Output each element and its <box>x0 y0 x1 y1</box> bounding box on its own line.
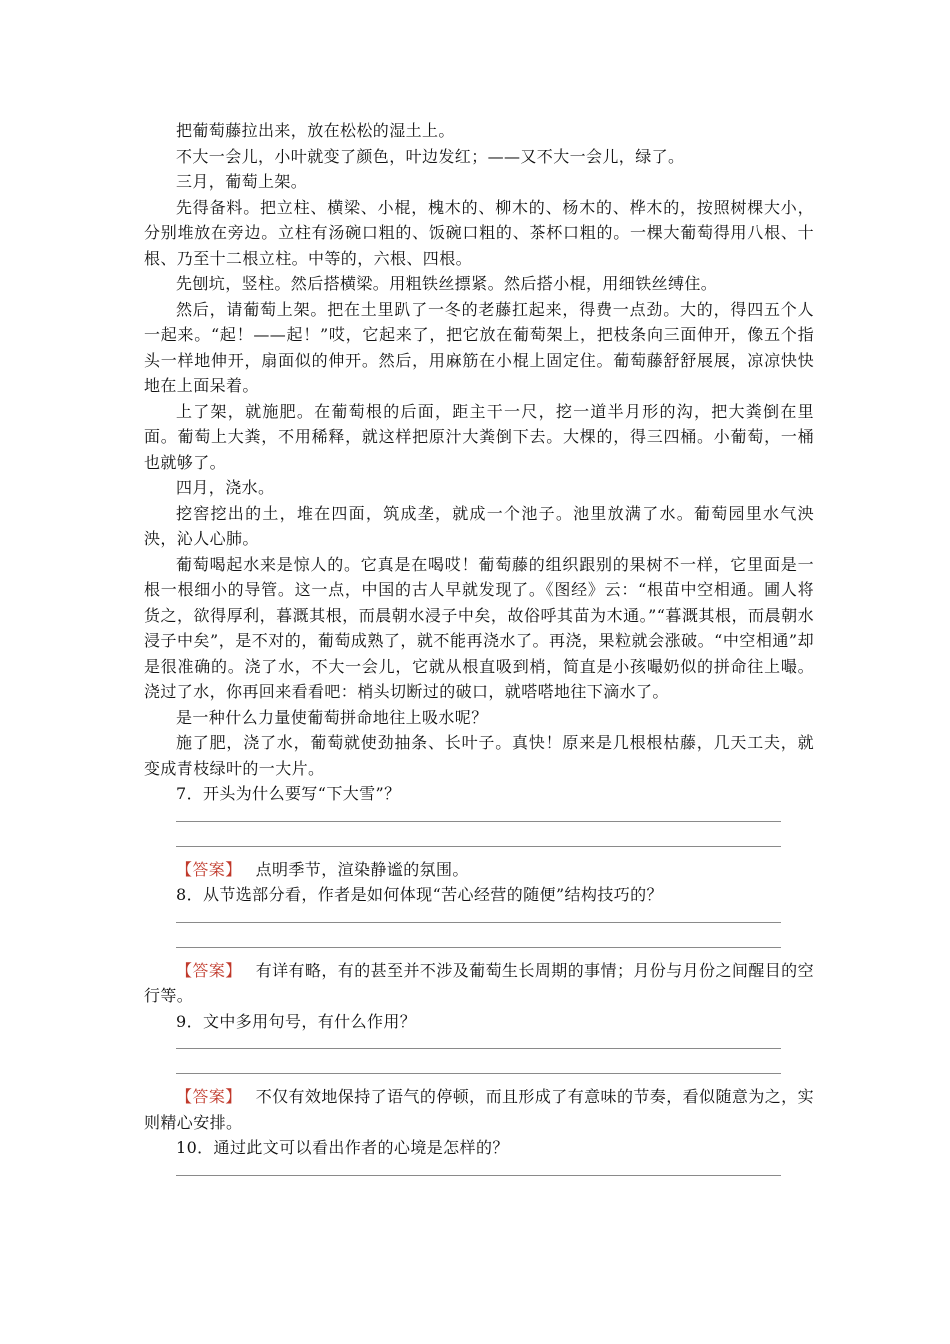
answer-text: 不仅有效地保持了语气的停顿，而且形成了有意味的节奏，看似随意为之，实则精心安排。 <box>144 1087 814 1132</box>
answer-line <box>176 846 781 847</box>
answer-line <box>176 922 781 923</box>
answer-8 <box>144 958 814 1009</box>
question-9: 9．文中多用句号，有什么作用？ <box>176 1011 417 1031</box>
question-7: 7．开头为什么要写“下大雪”？ <box>176 784 401 803</box>
paragraph: 挖窖挖出的土，堆在四面，筑成垄，就成一个池子。池里放满了水。葡萄园里水气泱泱，沁人心肺。 <box>144 503 814 548</box>
passage <box>144 118 814 781</box>
answer-text: 点明季节，渲染静谧的氛围。 <box>255 859 469 879</box>
answer-line <box>176 1048 781 1049</box>
question-block <box>144 781 814 882</box>
paragraph: 不大一会儿，小叶就变了颜色，叶边发红；——又不大一会儿，绿了。 <box>176 146 685 166</box>
question-block <box>144 882 814 1009</box>
paragraph: 把葡萄藤拉出来，放在松松的湿土上。 <box>176 121 455 140</box>
question-block <box>144 1009 814 1136</box>
paragraph: 先得备料。把立柱、横梁、小棍，槐木的、柳木的、杨木的、桦木的，按照树棵大小，分别堆放在旁边。立柱有汤碗口粗的、饭碗口粗的、茶杯口粗的。一棵大葡萄得用八根、十根、乃至十二根立柱。中等的，六根、四根。 <box>144 197 814 268</box>
answer-tag: 【答案】 <box>176 960 242 980</box>
paragraph: 葡萄喝起水来是惊人的。它真是在喝哎！葡萄藤的组织跟别的果树不一样，它里面是一根一根细小的导管。这一点，中国的古人早就发现了。《图经》云：“根苗中空相通。圃人将货之，欲得厚利，暮溉其根，而晨朝水浸子中矣，故俗呼其苗为木通。”“暮溉其根，而晨朝水浸子中矣”，是不对的，葡萄成熟了，就不能再浇水了。再浇，果粒就会涨破。“中空相通”却是很准确的。浇了水，不大一会儿，它就从根直吸到梢，简直是小孩嘬奶似的拼命往上嘬。浇过了水，你再回来看看吧：梢头切断过的破口，就嗒嗒地往下滴水了。 <box>144 554 814 701</box>
question-block <box>144 1135 814 1176</box>
answer-tag: 【答案】 <box>176 859 242 879</box>
answer-tag: 【答案】 <box>176 1087 242 1106</box>
paragraph: 上了架，就施肥。在葡萄根的后面，距主干一尺，挖一道半月形的沟，把大粪倒在里面。葡萄上大粪，不用稀释，就这样把原汁大粪倒下去。大棵的，得三四桶。小葡萄，一桶也就够了。 <box>144 401 814 472</box>
answer-text: 有详有略，有的甚至并不涉及葡萄生长周期的事情；月份与月份之间醒目的空行等。 <box>144 960 814 1005</box>
document-page <box>144 118 814 1176</box>
question-10: 10．通过此文可以看出作者的心境是怎样的？ <box>176 1138 509 1157</box>
paragraph: 四月，浇水。 <box>176 478 275 497</box>
answer-line <box>176 1073 781 1074</box>
answer-7 <box>144 857 814 883</box>
paragraph: 施了肥，浇了水，葡萄就使劲抽条、长叶子。真快！原来是几根根枯藤，几天工夫，就变成青枝绿叶的一大片。 <box>144 733 814 778</box>
answer-line <box>176 821 781 822</box>
answer-line <box>176 1175 781 1176</box>
answer-9 <box>144 1084 814 1135</box>
paragraph: 然后，请葡萄上架。把在土里趴了一冬的老藤扛起来，得费一点劲。大的，得四五个人一起来。“起！——起！”哎，它起来了，把它放在葡萄架上，把枝条向三面伸开，像五个指头一样地伸开，扇面似的伸开。然后，用麻筋在小棍上固定住。葡萄藤舒舒展展，凉凉快快地在上面呆着。 <box>144 299 814 395</box>
paragraph: 三月，葡萄上架。 <box>176 172 308 191</box>
answer-line <box>176 947 781 948</box>
question-8: 8．从节选部分看，作者是如何体现“苦心经营的随便”结构技巧的？ <box>176 885 663 904</box>
paragraph: 是一种什么力量使葡萄拼命地往上吸水呢？ <box>176 707 488 727</box>
paragraph: 先刨坑，竖柱。然后搭横梁。用粗铁丝摽紧。然后搭小棍，用细铁丝缚住。 <box>176 274 718 293</box>
